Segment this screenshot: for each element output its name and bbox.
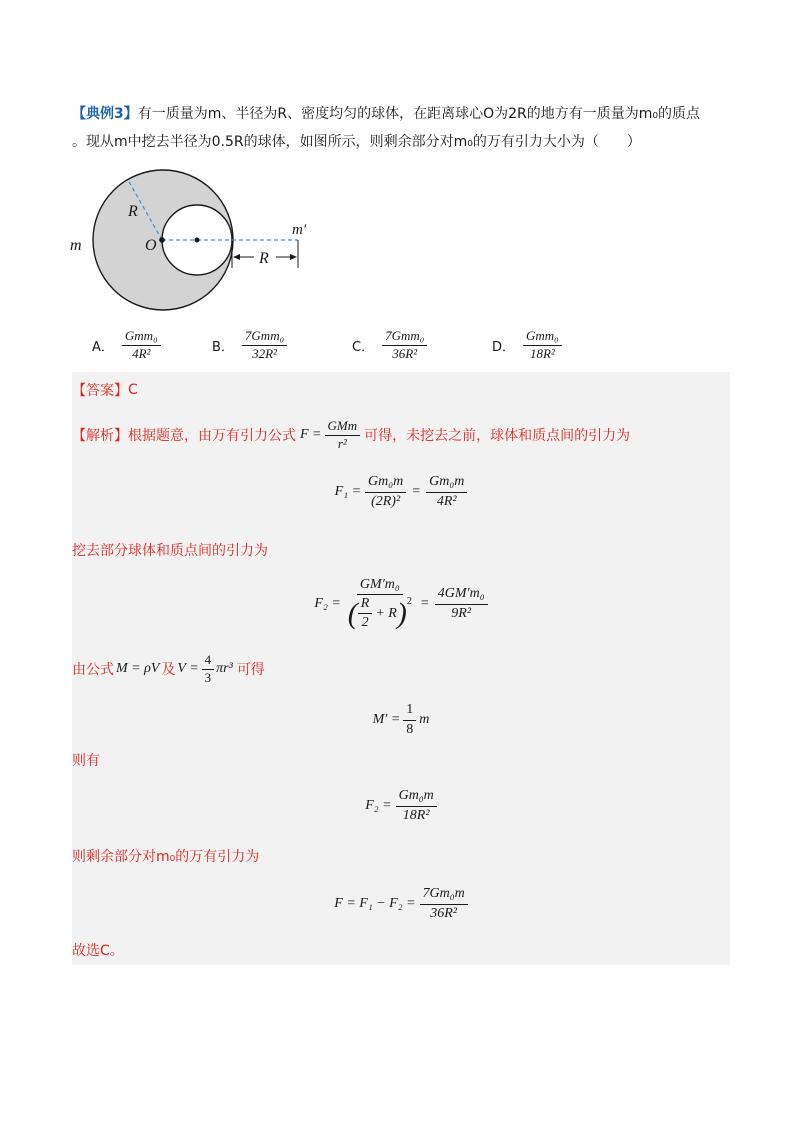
eq1-frac-2 — [426, 474, 467, 509]
choices — [92, 326, 612, 366]
eq3-num: 1 — [403, 702, 416, 720]
analysis-text-3 — [72, 650, 265, 688]
analysis-intro-b: 可得，未挖去之前，球体和质点间的引力为 — [364, 428, 631, 444]
eq1-lhs: F₁ = — [334, 484, 362, 499]
question-text-1: 有一质量为m、半径为R、密度均匀的球体，在距离球心O为2R的地方有一质量为m₀的质点 — [137, 106, 701, 122]
text3-b: 可得 — [236, 662, 265, 678]
choice-b-letter: B． — [212, 339, 234, 355]
cavity-center-point — [195, 238, 200, 243]
intro-formula-num: GMm — [325, 419, 361, 436]
sphere-figure — [66, 168, 326, 328]
eq5-frac — [420, 886, 468, 921]
text3-formula-1: M = ρV — [116, 661, 160, 676]
label-r-top: R — [128, 203, 138, 220]
eq1-frac-1 — [365, 474, 406, 509]
eq2-inner-frac — [358, 596, 373, 631]
eq1-num2: Gm₀m — [426, 474, 467, 492]
eq5-lhs: F = F₁ − F₂ = — [334, 896, 416, 911]
choice-a[interactable] — [92, 326, 161, 364]
choice-c-letter: C． — [352, 339, 375, 355]
label-m-prime: m′ — [292, 222, 307, 238]
text3-a: 由公式 — [72, 662, 114, 678]
arrowhead-right — [290, 254, 297, 260]
analysis-text-2: 挖去部分球体和质点间的引力为 — [72, 543, 268, 559]
answer-tag: 【答案】 — [72, 383, 128, 399]
equation-3 — [72, 698, 730, 742]
eq1-den2: 4R² — [436, 493, 457, 509]
eq2-frac-2 — [435, 586, 488, 621]
choice-b-num: 7Gmm₀ — [242, 329, 287, 346]
question-line-2: 。现从m中挖去半径为0.5R的球体，如图所示，则剩余部分对m₀的万有引力大小为（ ） — [72, 134, 641, 150]
choice-b[interactable] — [212, 326, 287, 364]
analysis-tag: 【解析】 — [72, 428, 128, 444]
choice-a-num: Gmm₀ — [122, 329, 161, 346]
question — [72, 100, 732, 156]
center-point-o — [159, 237, 165, 243]
analysis-conclusion: 故选C。 — [72, 943, 124, 959]
choice-d-den: 18R² — [529, 345, 555, 361]
sphere-diagram — [66, 168, 326, 328]
example-tag: 【典例3】 — [72, 106, 138, 122]
choice-a-den: 4R² — [132, 345, 151, 361]
eq2-den1: ( $\frac{R}{2}$ + R ) 2 — [347, 595, 412, 631]
equation-1: F₁ = $\frac{\text{Gm₀m}}{\text{(2R)²}}$ = $\frac{\text{Gm₀m}}{\text{4R²}}$ — [72, 470, 730, 514]
choice-d-formula — [523, 329, 562, 362]
arrowhead-left — [233, 254, 240, 260]
analysis-text-4: 则有 — [72, 753, 100, 769]
eq4-lhs: F₂ = — [365, 798, 392, 813]
text3-formula-2-lhs: V = — [177, 661, 199, 676]
eq1-den1: (2R)² — [371, 493, 401, 509]
label-o: O — [145, 237, 157, 254]
label-r-bottom: R — [259, 250, 269, 267]
choice-a-formula — [122, 329, 161, 362]
eq3-lhs: M′ = — [372, 712, 401, 727]
intro-formula-den: r² — [337, 435, 347, 451]
eq2-inner-num: R — [358, 596, 373, 614]
eq2-inner-den: 2 — [361, 615, 369, 631]
text3-mid: 及 — [161, 662, 176, 678]
eq4-num: Gm₀m — [396, 788, 437, 806]
label-m: m — [70, 237, 82, 254]
analysis-intro-a: 根据题意，由万有引力公式 — [128, 428, 296, 444]
answer-box — [72, 372, 730, 965]
eq1-num1: Gm₀m — [365, 474, 406, 492]
analysis-text-5: 则剩余部分对m₀的万有引力为 — [72, 849, 260, 865]
eq4-den: 18R² — [402, 807, 430, 823]
eq2-den2: 9R² — [451, 605, 472, 621]
intro-formula-frac — [325, 419, 361, 452]
eq2-lhs: F₂ = — [314, 596, 341, 611]
equation-4 — [72, 784, 730, 828]
question-line-1 — [72, 100, 732, 128]
eq2-den-plus: + R — [375, 605, 397, 621]
text3-formula-2-frac — [202, 653, 215, 686]
choice-c-den: 36R² — [392, 345, 418, 361]
answer-value: C — [128, 382, 138, 398]
eq3-den: 8 — [406, 721, 414, 737]
text3-f2-den: 3 — [204, 669, 212, 685]
choice-d-num: Gmm₀ — [523, 329, 562, 346]
equation-2: F₂ = GM′m₀ ( $\frac{R}{2}$ + R ) 2 = $\frac{\text{4GM′m₀}}{\text{9R²}}$ — [72, 568, 730, 640]
choice-b-formula — [242, 329, 287, 362]
choice-b-den: 32R² — [252, 345, 277, 361]
text3-formula-2-rhs: πr³ — [216, 661, 233, 676]
eq3-frac — [403, 702, 416, 737]
eq4-frac — [396, 788, 437, 823]
text3-f2-num: 4 — [202, 653, 215, 670]
equation-5 — [72, 882, 730, 926]
choice-c-formula — [382, 329, 427, 362]
choice-a-letter: A． — [92, 339, 114, 355]
eq5-num: 7Gm₀m — [420, 886, 468, 904]
intro-formula-lhs: F = — [300, 427, 322, 442]
eq2-num2: 4GM′m₀ — [435, 586, 488, 604]
analysis-intro — [72, 418, 630, 452]
eq2-num1: GM′m₀ — [357, 577, 403, 595]
eq2-frac-1 — [345, 577, 415, 631]
choice-d[interactable] — [492, 326, 562, 364]
answer-line — [72, 378, 138, 402]
eq3-rhs: m — [419, 712, 430, 727]
eq5-den: 36R² — [430, 905, 457, 921]
choice-c[interactable] — [352, 326, 427, 364]
choice-c-num: 7Gmm₀ — [382, 329, 427, 346]
choice-d-letter: D． — [492, 339, 516, 355]
